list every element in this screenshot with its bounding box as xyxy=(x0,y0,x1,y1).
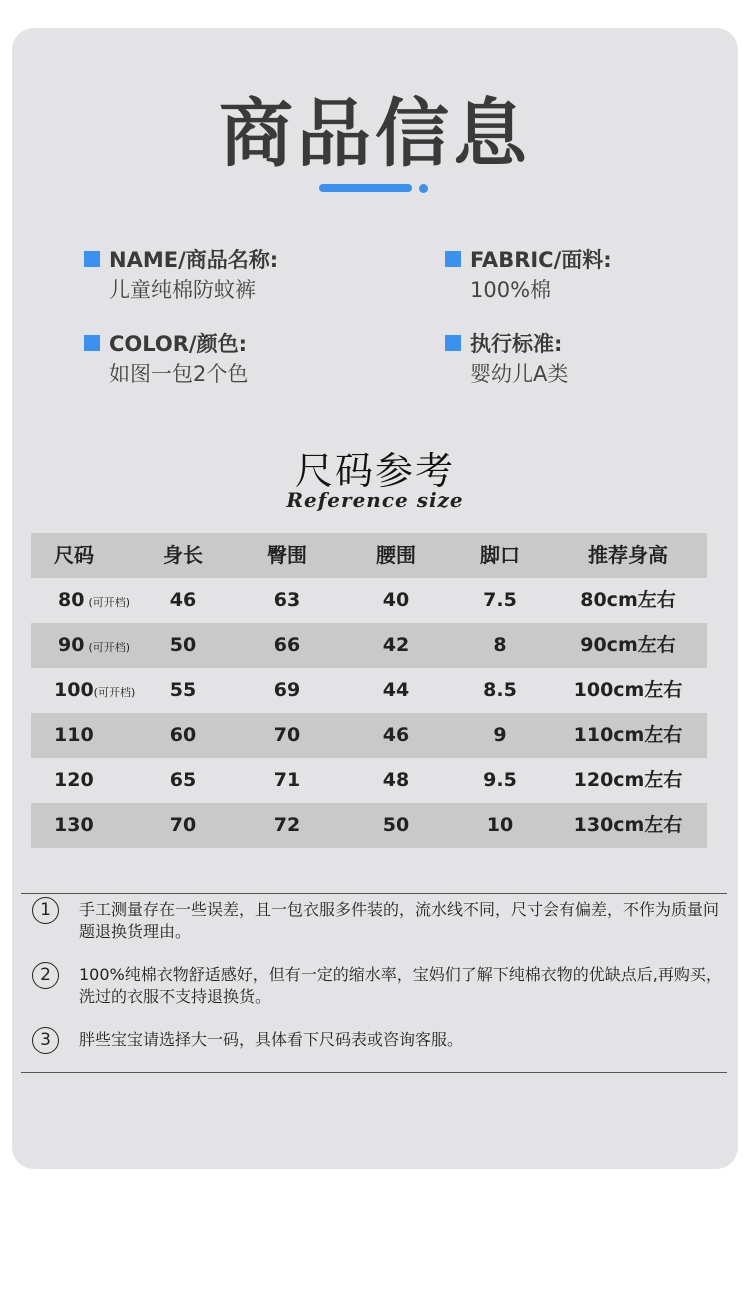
header-length: 身长 xyxy=(163,543,203,567)
cell-hip: 71 xyxy=(273,769,301,791)
cell-leg-opening: 8 xyxy=(493,634,507,656)
cell-length: 65 xyxy=(169,769,197,791)
cell-length: 55 xyxy=(169,679,197,701)
info-name-value: 儿童纯棉防蚊裤 xyxy=(109,278,256,302)
note-text: 100%纯棉衣物舒适感好，但有一定的缩水率，宝妈们了解下纯棉衣物的优缺点后,再购买，洗过的衣服不支持退换货。 xyxy=(79,965,722,1006)
header-leg-opening: 脚口 xyxy=(480,543,520,567)
square-bullet-icon xyxy=(445,335,461,351)
cell-size: 120 xyxy=(54,769,94,791)
info-color-value: 如图一包2个色 xyxy=(109,362,249,386)
table-row xyxy=(31,578,707,623)
cell-size: 80 (可开档) xyxy=(58,589,131,611)
cell-waist: 44 xyxy=(382,679,410,701)
note-text: 胖些宝宝请选择大一码，具体看下尺码表或咨询客服。 xyxy=(79,1030,464,1049)
cell-size-note: (可开档) xyxy=(88,641,131,654)
circled-number-icon: 3 xyxy=(32,1027,59,1054)
table-header-row xyxy=(31,533,707,578)
cell-size: 130 xyxy=(54,814,94,836)
size-table xyxy=(31,533,707,848)
cell-length: 60 xyxy=(169,724,197,746)
cell-waist: 40 xyxy=(382,589,410,611)
info-fabric-value: 100%棉 xyxy=(470,278,552,302)
info-standard-label: 执行标准: xyxy=(470,332,563,356)
cell-size-note: (可开档) xyxy=(93,686,136,699)
cell-waist: 46 xyxy=(382,724,410,746)
cell-leg-opening: 8.5 xyxy=(483,679,517,701)
cell-length: 50 xyxy=(169,634,197,656)
table-row xyxy=(31,623,707,668)
notes-bottom-divider xyxy=(21,1072,727,1073)
size-section-subtitle: Reference size xyxy=(286,488,464,512)
table-row xyxy=(31,803,707,848)
cell-recommended-height: 110cm左右 xyxy=(573,724,683,746)
cell-size: 90 (可开档) xyxy=(58,634,131,656)
cell-size: 100(可开档) xyxy=(54,679,136,701)
header-hip: 臀围 xyxy=(267,543,307,567)
cell-waist: 48 xyxy=(382,769,410,791)
size-section-title: 尺码参考 xyxy=(294,449,455,493)
table-row xyxy=(31,668,707,713)
circled-number-icon: 2 xyxy=(32,962,59,989)
header-recommended-height: 推荐身高 xyxy=(588,543,668,567)
info-color-label: COLOR/颜色: xyxy=(109,332,247,356)
square-bullet-icon xyxy=(84,251,100,267)
cell-hip: 72 xyxy=(273,814,301,836)
info-standard-value: 婴幼儿A类 xyxy=(470,362,569,386)
cell-leg-opening: 10 xyxy=(486,814,514,836)
cell-hip: 69 xyxy=(273,679,301,701)
square-bullet-icon xyxy=(84,335,100,351)
cell-leg-opening: 9.5 xyxy=(483,769,517,791)
cell-hip: 66 xyxy=(273,634,301,656)
cell-length: 70 xyxy=(169,814,197,836)
cell-waist: 50 xyxy=(382,814,410,836)
cell-recommended-height: 80cm左右 xyxy=(580,589,676,611)
cell-waist: 42 xyxy=(382,634,410,656)
table-row xyxy=(31,713,707,758)
cell-leg-opening: 7.5 xyxy=(483,589,517,611)
notes-top-divider xyxy=(21,893,727,894)
header-waist: 腰围 xyxy=(376,543,416,567)
title-underline-dot xyxy=(419,184,428,193)
cell-recommended-height: 90cm左右 xyxy=(580,634,676,656)
info-fabric-label: FABRIC/面料: xyxy=(470,248,612,272)
cell-recommended-height: 120cm左右 xyxy=(573,769,683,791)
cell-length: 46 xyxy=(169,589,197,611)
info-name-label: NAME/商品名称: xyxy=(109,248,279,272)
title-underline xyxy=(319,184,412,192)
square-bullet-icon xyxy=(445,251,461,267)
cell-recommended-height: 100cm左右 xyxy=(573,679,683,701)
cell-hip: 63 xyxy=(273,589,301,611)
note-text: 手工测量存在一些误差，且一包衣服多件装的，流水线不同，尺寸会有偏差，不作为质量问题退换货理由。 xyxy=(79,900,720,941)
page-title: 商品信息 xyxy=(219,91,531,177)
table-row xyxy=(31,758,707,803)
header-size: 尺码 xyxy=(54,543,94,567)
cell-size: 110 xyxy=(54,724,94,746)
cell-recommended-height: 130cm左右 xyxy=(573,814,683,836)
circled-number-icon: 1 xyxy=(32,897,59,924)
cell-leg-opening: 9 xyxy=(493,724,507,746)
cell-size-note: (可开档) xyxy=(88,596,131,609)
cell-hip: 70 xyxy=(273,724,301,746)
